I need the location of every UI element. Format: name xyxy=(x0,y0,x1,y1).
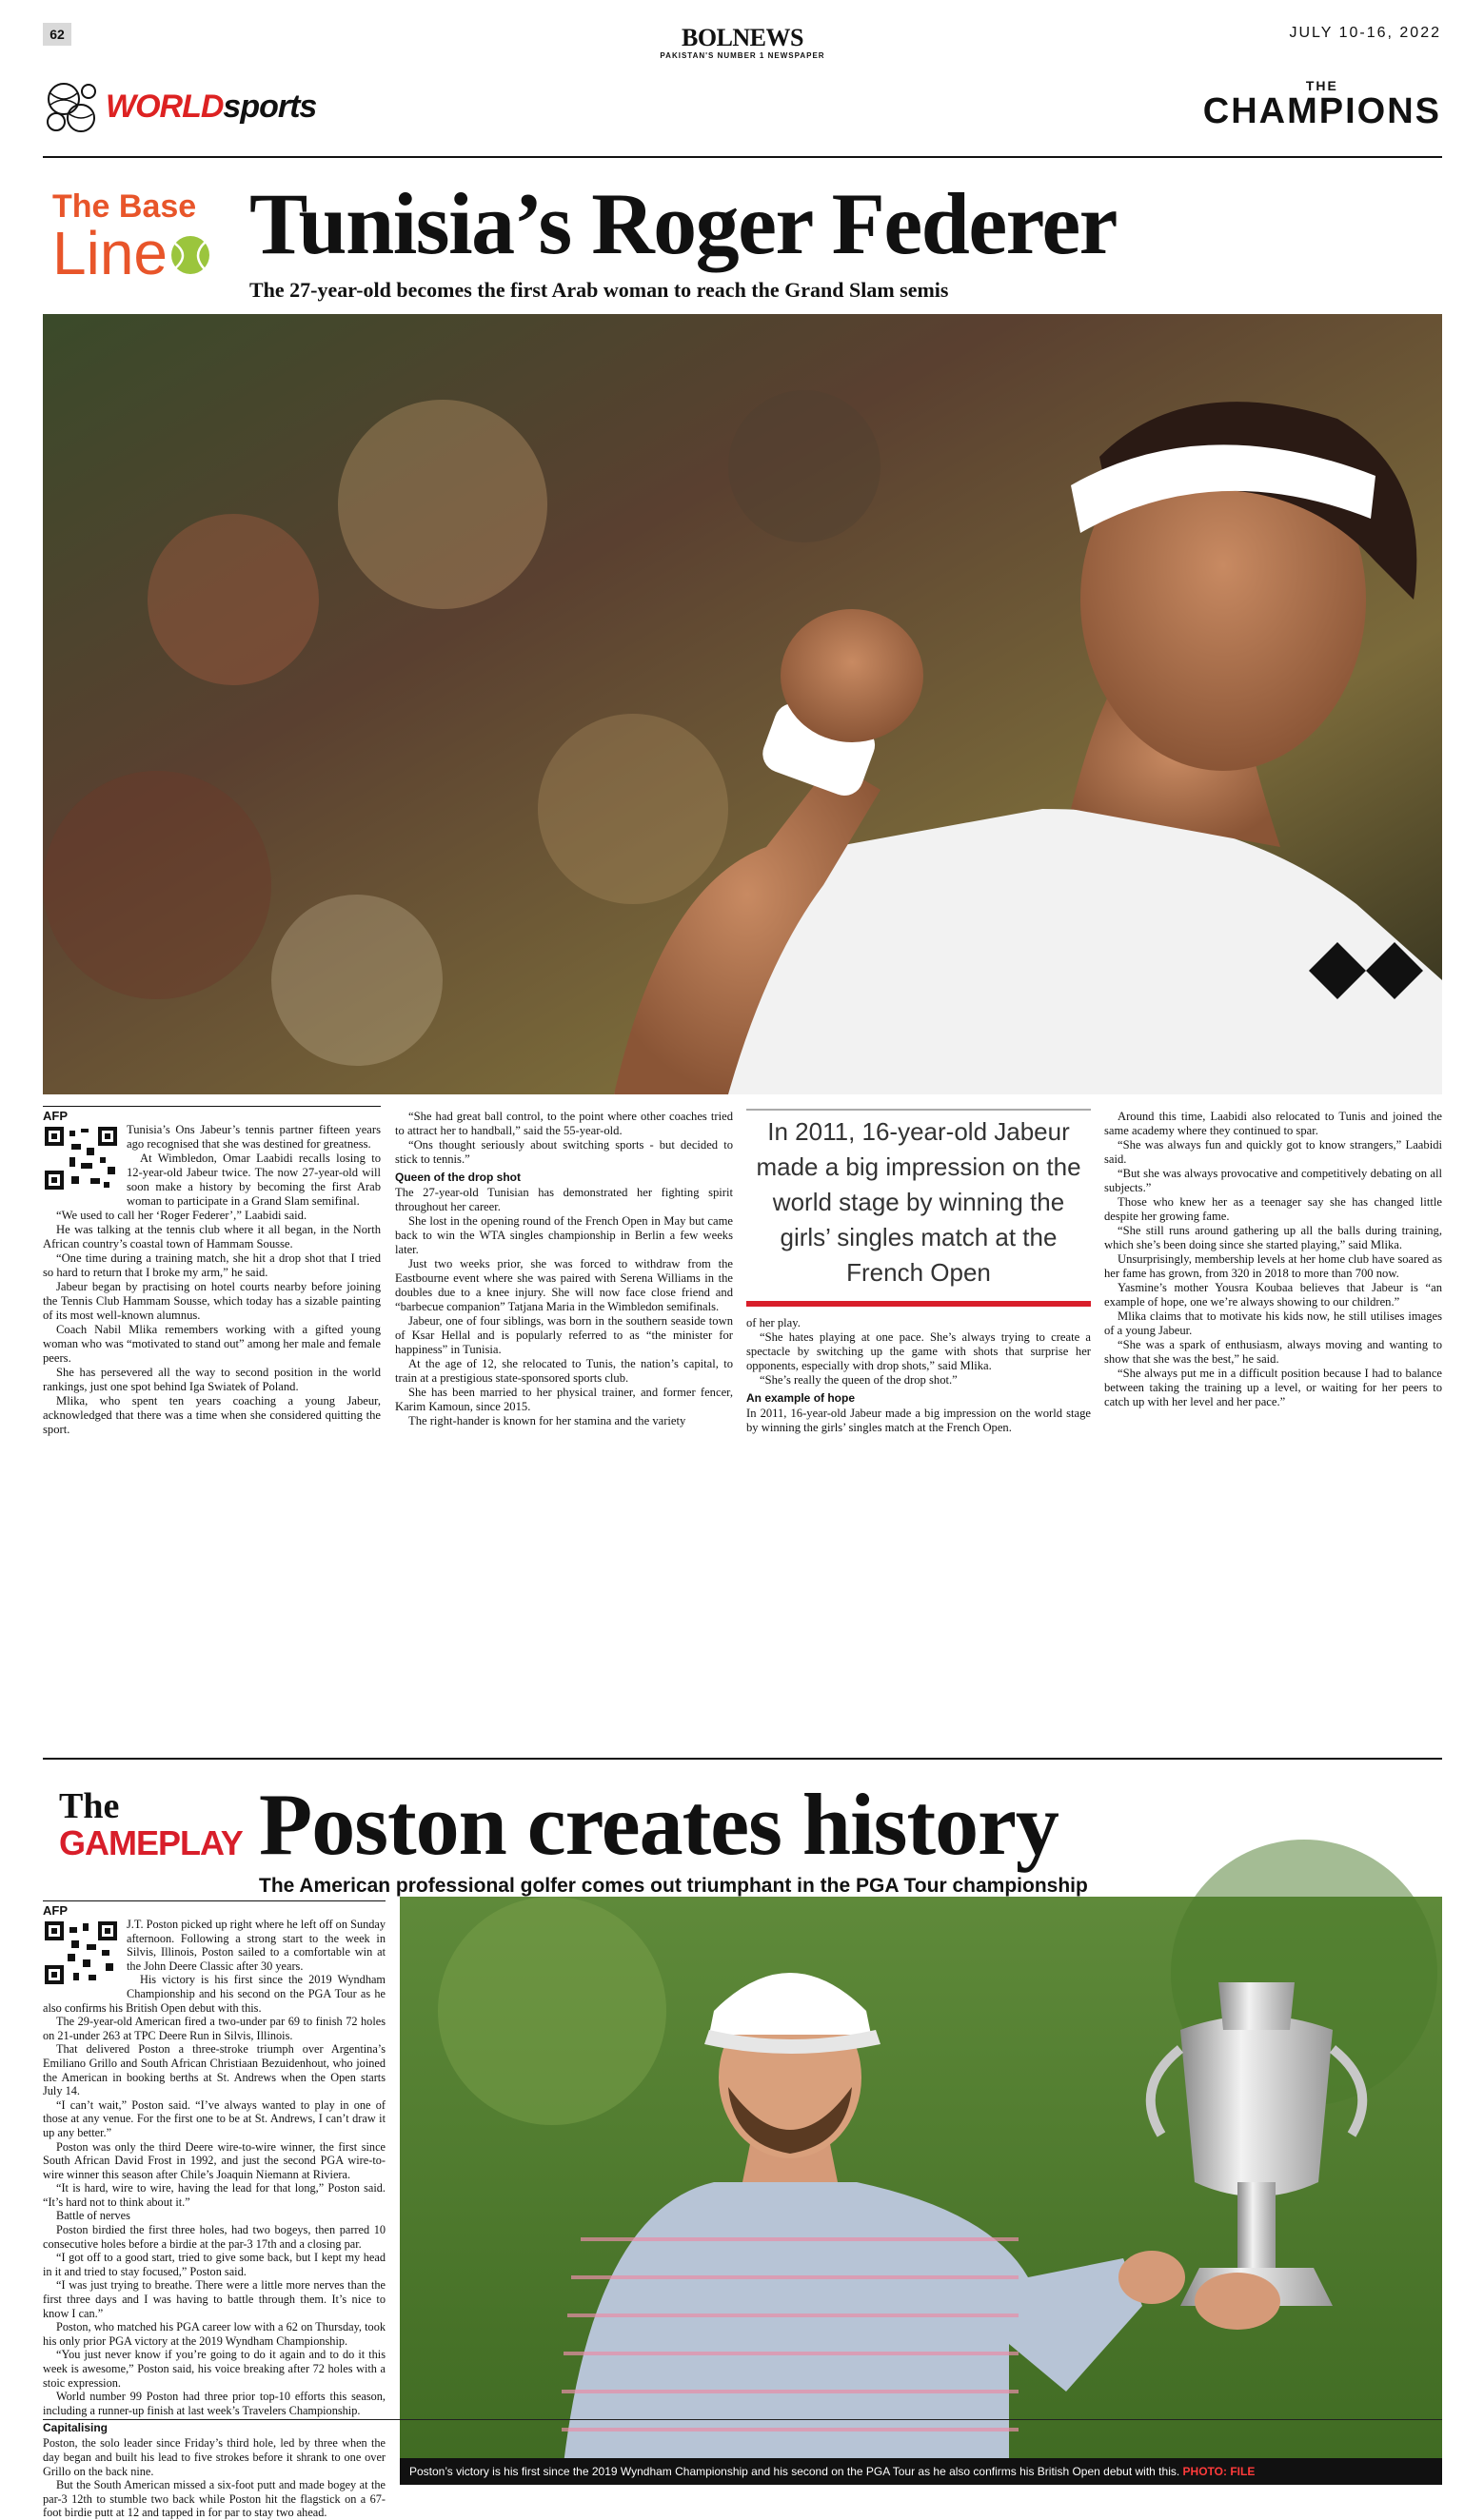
issue-date: JULY 10-16, 2022 xyxy=(1289,25,1441,41)
story1-column-1 xyxy=(43,1106,381,1437)
gameplay-word: GAMEPLAY xyxy=(59,1823,243,1862)
paragraph: That delivered Poston a three-stroke triumph over Argentina’s Emiliano Grillo and South African Christiaan Bezuidenhout, who joined the American in booking berths at St. Andrews when the Open starts July 14. xyxy=(43,2042,386,2098)
paragraph: “She always put me in a difficult position because I had to balance between taking the training up a level, or waiting for her peers to catch up with her level and her pace.” xyxy=(1104,1367,1442,1408)
caption-text: Poston’s victory is his first since the 2019 Wyndham Championship and his second on the PGA Tour as he also confirms his British Open debut with this. xyxy=(409,2465,1180,2478)
paragraph: He was talking at the tennis club where it all began, in the North African country’s coastal town of Hammam Sousse. xyxy=(43,1223,381,1250)
paragraph: “She had great ball control, to the point where other coaches tried to attract her to handball,” said the 55-year-old. xyxy=(395,1110,733,1137)
paragraph: “I got off to a good start, tried to give some back, but I kept my head in it and tried to stay focused,” Poston said. xyxy=(43,2251,386,2278)
paragraph: Poston, the solo leader since Friday’s third hole, led by three when the day began and built his lead to five strokes before it shrank to one over Grillo on the back nine. xyxy=(43,2436,386,2478)
paragraph: “She hates playing at one pace. She’s always trying to create a spectacle by switching up the game with shots that surprise her opponents, especially with drop shots,” said Mlika. xyxy=(746,1330,1091,1372)
the-gameplay-logo xyxy=(59,1787,249,1861)
paragraph: In 2011, 16-year-old Jabeur made a big impression on the world stage by winning the girls’ singles match at the French Open. xyxy=(746,1407,1091,1434)
story1-column-4 xyxy=(1104,1110,1442,1409)
qr-code-icon xyxy=(43,1125,119,1191)
paragraph: Poston birdied the first three holes, had two bogeys, then parred 10 consecutive holes before a birdie at the par-3 17th and a closing par. xyxy=(43,2223,386,2251)
paragraph: of her play. xyxy=(746,1316,801,1329)
paragraph: Jabeur began by practising on hotel courts nearby before joining the Tennis Club Hammam Sousse, which today has a sizable painting of its most well-known alumnus. xyxy=(43,1280,381,1322)
headline-poston: Poston creates history xyxy=(259,1776,1059,1873)
paragraph: Mlika claims that to motivate his kids now, he still utilises images of a young Jabeur. xyxy=(1104,1309,1442,1337)
paragraph: Poston, who matched his PGA career low with a 62 on Thursday, took his only prior PGA victory at the 2019 Wyndham Championship. xyxy=(43,2320,386,2348)
champions-logo xyxy=(1203,78,1441,129)
paragraph: Unsurprisingly, membership levels at her home club have soared as her fame has grown, from 320 in 2018 to more than 700 now. xyxy=(1104,1252,1442,1280)
paragraph: “She still runs around gathering up all the balls during training, which she’s been doing since she started playing,” said Mlika. xyxy=(1104,1224,1442,1251)
paragraph: J.T. Poston picked up right where he left off on Sunday afternoon. Following a strong start to the week in Silvis, Illinois, Poston sailed to a comfortable win at the John Deere Classic after 30 years. xyxy=(127,1918,386,1973)
paragraph: Just two weeks prior, she was forced to withdraw from the Eastbourne event where she was paired with Serena Williams in the doubles due to a knee injury. She will now face close friend and “barbecue companion” Tatjana Maria in the Wimbledon semifinals. xyxy=(395,1257,733,1313)
paragraph: Tunisia’s Ons Jabeur’s tennis partner fifteen years ago recognised that she was destined for greatness. xyxy=(127,1123,381,1151)
section-divider xyxy=(43,1758,1442,1760)
byline: AFP xyxy=(43,1900,386,1918)
headline-tunisia: Tunisia’s Roger Federer xyxy=(249,175,1118,272)
paragraph: The 29-year-old American fired a two-under par 69 to finish 72 holes on 21-under 263 at TPC Deere Run in Silvis, Illinois. xyxy=(43,2015,386,2042)
subheading: Queen of the drop shot xyxy=(395,1171,521,1184)
paragraph: Jabeur, one of four siblings, was born in the southern seaside town of Ksar Hellal and is popularly referred to as “the minister for happiness” in Tunisia. xyxy=(395,1314,733,1356)
paragraph: World number 99 Poston had three prior top-10 efforts this season, including a runner-up finish at last week’s Travelers Championship. xyxy=(43,2390,386,2417)
paragraph: “Ons thought seriously about switching sports - but decided to stick to tennis.” xyxy=(395,1138,733,1166)
paragraph: Mlika, who spent ten years coaching a young Jabeur, acknowledged that there was a time when she considered quitting the sport. xyxy=(43,1394,381,1436)
paragraph: “We used to call her ‘Roger Federer’,” Laabidi said. xyxy=(56,1209,307,1222)
the-baseline-logo xyxy=(52,188,233,287)
byline: AFP xyxy=(43,1106,381,1123)
masthead-name: BOLNEWS xyxy=(682,24,803,51)
champions-word: CHAMPIONS xyxy=(1202,91,1441,131)
subheading: Capitalising xyxy=(43,2421,109,2435)
paragraph: “But she was always provocative and competitively debating on all subjects.” xyxy=(1104,1167,1442,1194)
masthead xyxy=(638,25,847,60)
paragraph: But the South American missed a six-foot putt and made bogey at the par-3 12th to stumble two back while Poston hit the flagstick on a 67-foot birdie putt at 12 and tapped in for par to stay two ahead. xyxy=(43,2478,386,2520)
paragraph: “I was just trying to breathe. There were a little more nerves than the first three days and I was having to battle through them. It’s nice to know I can.” xyxy=(43,2278,386,2320)
worldsports-wordmark: WORLDsports xyxy=(106,88,317,125)
paragraph: The 27-year-old Tunisian has demonstrated her fighting spirit throughout her career. xyxy=(395,1186,733,1213)
paragraph: “She was always fun and quickly got to know strangers,” Laabidi said. xyxy=(1104,1138,1442,1166)
paragraph: At the age of 12, she relocated to Tunis, the nation’s capital, to train at a prestigious state-sponsored sports club. xyxy=(395,1357,733,1385)
paragraph: His victory is his first since the 2019 Wyndham Championship and his second on the PGA Tour as he also confirms his British Open debut with this. xyxy=(43,1973,386,2015)
photo-caption xyxy=(400,2458,1442,2485)
baseline-the: The Base xyxy=(52,188,197,225)
tennis-ball-icon xyxy=(169,234,211,276)
paragraph: The right-hander is known for her stamina and the variety xyxy=(408,1414,686,1427)
footer-rule xyxy=(43,2419,1442,2420)
story1-column-3 xyxy=(746,1316,1091,1435)
photo-credit: PHOTO: FILE xyxy=(1182,2465,1256,2478)
paragraph: “You just never know if you’re going to do it again and to do it this week is awesome,” Poston said, his voice breaking after 72 holes with a stoic expression. xyxy=(43,2348,386,2390)
paragraph: Yasmine’s mother Yousra Koubaa believes that Jabeur is “an example of hope, one we’re always showing to our children.” xyxy=(1104,1281,1442,1309)
masthead-tagline: PAKISTAN'S NUMBER 1 NEWSPAPER xyxy=(660,51,825,60)
story2-side-column xyxy=(43,1900,386,2520)
paragraph: “One time during a training match, she hit a drop shot that I tried so hard to return that I broke my arm,” he said. xyxy=(43,1251,381,1279)
paragraph: Poston was only the third Deere wire-to-wire winner, the first since South African David Frost in 1992, and just the second PGA wire-to-wire winner this season after Chile’s Joaquin Niemann at Riviera. xyxy=(43,2139,386,2181)
pull-quote: In 2011, 16-year-old Jabeur made a big impression on the world stage by winning the girls’ singles match at the French Open xyxy=(746,1109,1091,1307)
story1-column-2 xyxy=(395,1110,733,1428)
subheading: An example of hope xyxy=(746,1391,856,1405)
paragraph: Those who knew her as a teenager say she has changed little despite her growing fame. xyxy=(1104,1195,1442,1223)
paragraph: “It is hard, wire to wire, having the lead for that long,” Poston said. “It’s hard not to think about it.” xyxy=(43,2181,386,2209)
paragraph: “She’s really the queen of the drop shot.” xyxy=(760,1373,958,1387)
jabeur-photo xyxy=(43,314,1442,1094)
header-divider xyxy=(43,156,1442,158)
paragraph: “She was a spark of enthusiasm, always moving and wanting to show that she was the best,” he said. xyxy=(1104,1338,1442,1366)
baseline-line: Line xyxy=(52,223,233,284)
paragraph: “I can’t wait,” Poston said. “I’ve always wanted to play in one of those at any venue. For the first one to be at St. Andrews, I can’t draw it up any better.” xyxy=(43,2097,386,2139)
paragraph: She has persevered all the way to second position in the world rankings, just one spot behind Iga Swiatek of Poland. xyxy=(43,1366,381,1393)
champions-the: THE xyxy=(1305,78,1338,93)
paragraph: She has been married to her physical trainer, and former fencer, Karim Kamoun, since 2015. xyxy=(395,1386,733,1413)
gameplay-the: The xyxy=(59,1786,120,1826)
paragraph: Coach Nabil Mlika remembers working with a gifted young woman who was “motivated to stand out” among her male and female peers. xyxy=(43,1323,381,1365)
paragraph: Around this time, Laabidi also relocated to Tunis and joined the same academy where they continued to spar. xyxy=(1104,1110,1442,1137)
paragraph: She lost in the opening round of the French Open in May but came back to win the WTA singles championship in Berlin a few weeks later. xyxy=(395,1214,733,1256)
sports-balls-icon xyxy=(43,78,100,135)
poston-photo xyxy=(400,1897,1442,2481)
subhead-tunisia: The 27-year-old becomes the first Arab woman to reach the Grand Slam semis xyxy=(249,278,949,302)
paragraph: Battle of nerves xyxy=(56,2209,130,2223)
subhead-poston: The American professional golfer comes out triumphant in the PGA Tour championship xyxy=(259,1875,1088,1897)
page-number: 62 xyxy=(43,23,71,46)
worldsports-logo xyxy=(43,78,316,135)
paragraph: At Wimbledon, Omar Laabidi recalls losing to 12-year-old Jabeur twice. The now 27-year-old will soon make a history by becoming the first Arab woman to participate in a Grand Slam semifinal. xyxy=(127,1152,381,1208)
qr-code-icon xyxy=(43,1920,119,1986)
